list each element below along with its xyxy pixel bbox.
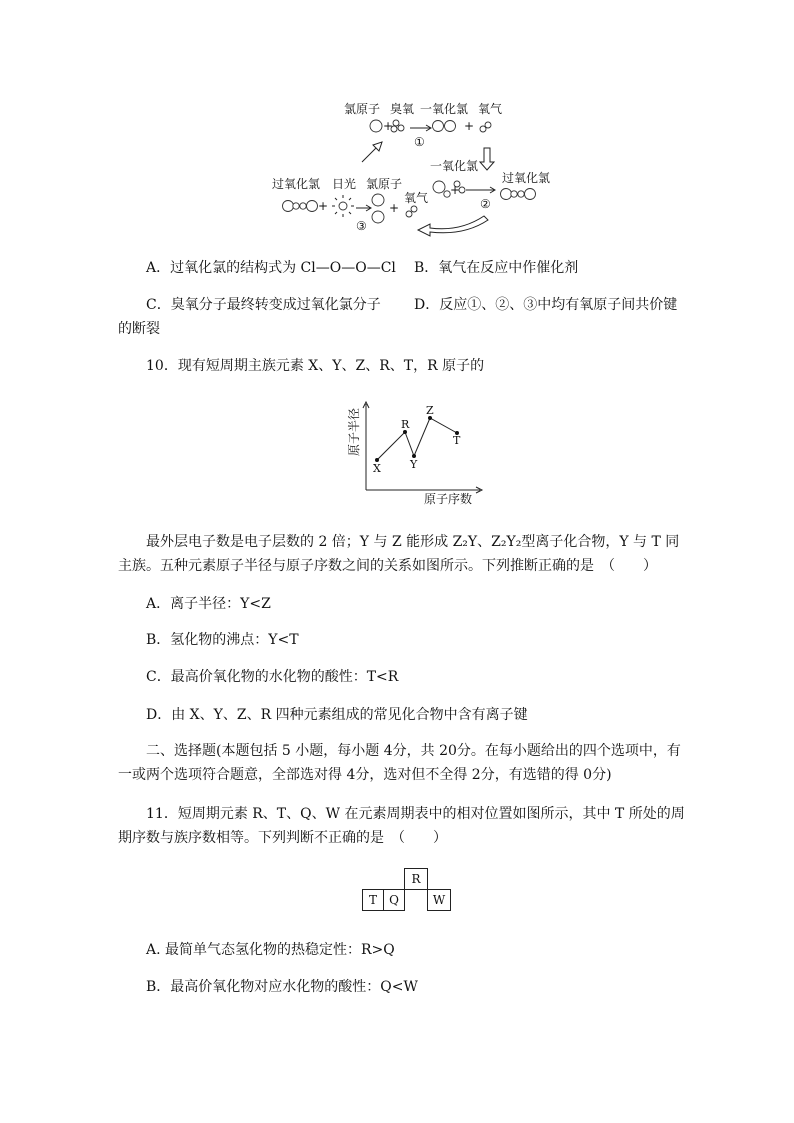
q11-stem-line-2: 期序数与族序数相等。下列判断不正确的是 （ ） bbox=[118, 830, 447, 846]
label-chlorine-atom: 氯原子 bbox=[344, 102, 381, 116]
label-chlorine-peroxide-bottom: 过氧化氯 bbox=[272, 177, 321, 191]
q10-stem-line-2: 最外层电子数是电子层数的 2 倍；Y 与 Z 能形成 Z₂Y、Z₂Y₂型离子化合物，Y 与 T 同 bbox=[146, 534, 680, 550]
q10-stem-line-1: 10．现有短周期主族元素 X、Y、Z、R、T，R 原子的 bbox=[146, 358, 485, 374]
q10-option-c: C．最高价氧化物的水化物的酸性：T<R bbox=[146, 669, 399, 685]
svg-text:+: + bbox=[383, 119, 394, 133]
label-oxygen-bottom: 氧气 bbox=[404, 191, 429, 205]
radius-vs-atomic-number-chart bbox=[340, 398, 490, 510]
svg-text:+: + bbox=[450, 183, 461, 197]
periodic-table-fragment bbox=[362, 868, 451, 911]
label-sunlight: 日光 bbox=[332, 177, 357, 191]
q9-option-b: B．氧气在反应中作催化剂 bbox=[414, 260, 579, 276]
x-axis-label: 原子序数 bbox=[424, 492, 473, 506]
q11-option-a: A. 最简单气态氢化物的热稳定性：R>Q bbox=[146, 942, 395, 958]
cell-w: W bbox=[428, 890, 451, 911]
q10-stem-line-3: 主族。五种元素原子半径与原子序数之间的关系如图所示。下列推断正确的是 （ ） bbox=[118, 558, 657, 574]
q9-option-d: D．反应①、②、③中均有氧原子间共价键 bbox=[414, 297, 678, 313]
q11-stem-line-1: 11．短周期元素 R、T、Q、W 在元素周期表中的相对位置如图所示，其中 T 所处的周 bbox=[146, 806, 685, 822]
svg-text:+: + bbox=[318, 199, 329, 213]
step-3-label: ③ bbox=[356, 219, 367, 233]
q10-option-a: A．离子半径：Y<Z bbox=[146, 596, 271, 612]
q9-option-a: A．过氧化氯的结构式为 Cl—O—O—Cl bbox=[146, 260, 396, 276]
svg-text:+: + bbox=[389, 201, 400, 215]
q9-option-c: C．臭氧分子最终转变成过氧化氯分子 bbox=[146, 297, 381, 313]
cell-q: Q bbox=[384, 890, 405, 911]
q9-option-d-continued: 的断裂 bbox=[118, 321, 160, 337]
point-label-r: R bbox=[401, 418, 410, 431]
step-1-label: ① bbox=[414, 135, 425, 149]
label-ozone: 臭氧 bbox=[390, 102, 415, 116]
q11-option-b: B．最高价氧化物对应水化物的酸性：Q<W bbox=[146, 979, 418, 995]
svg-text:+: + bbox=[464, 119, 475, 133]
section-2-heading-line-2: 一或两个选项符合题意，全部选对得 4分，选对但不全得 2分，有选错的得 0分) bbox=[118, 767, 612, 783]
label-chlorine-atom-bottom: 氯原子 bbox=[366, 177, 403, 191]
label-chlorine-monoxide-right: 一氧化氯 bbox=[430, 159, 479, 173]
label-chlorine-peroxide-right: 过氧化氯 bbox=[502, 171, 551, 185]
cell-r: R bbox=[405, 869, 428, 890]
cell-t: T bbox=[363, 890, 384, 911]
section-2-heading-line-1: 二、选择题(本题包括 5 小题，每小题 4分，共 20分。在每小题给出的四个选项中，有 bbox=[146, 743, 681, 759]
point-label-y: Y bbox=[410, 458, 418, 471]
label-oxygen: 氧气 bbox=[478, 102, 503, 116]
q10-option-d: D．由 X、Y、Z、R 四种元素组成的常见化合物中含有离子键 bbox=[146, 707, 528, 723]
q10-option-b: B．氢化物的沸点：Y<T bbox=[146, 632, 299, 648]
label-chlorine-monoxide: 一氧化氯 bbox=[420, 102, 469, 116]
y-axis-label: 原子半径 bbox=[347, 407, 361, 456]
point-label-t: T bbox=[453, 434, 461, 447]
cell-gap bbox=[405, 890, 428, 911]
point-label-x: X bbox=[373, 462, 381, 475]
point-label-z: Z bbox=[426, 404, 434, 417]
step-2-label: ② bbox=[480, 197, 491, 211]
ozone-reaction-diagram bbox=[270, 96, 590, 242]
